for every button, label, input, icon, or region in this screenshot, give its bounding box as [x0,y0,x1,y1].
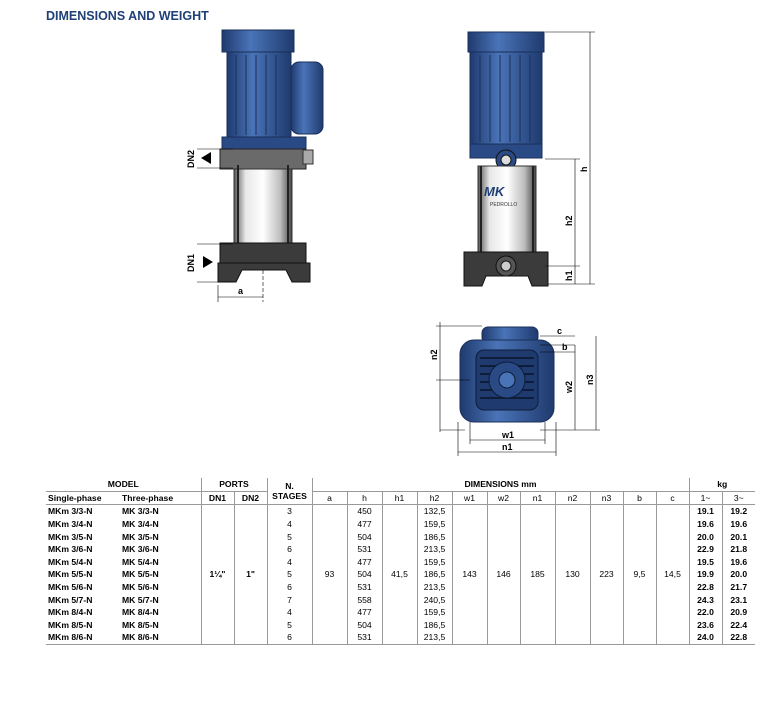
table-row [46,530,755,543]
col-c: c [656,491,689,505]
cell-weight-1ph: 19.1 [689,505,722,518]
cell-n3 [590,518,623,531]
cell-three-phase: MK 8/6-N [120,631,201,644]
cell-w2: 146 [487,568,520,581]
cell-three-phase: MK 8/5-N [122,619,159,630]
dim-dn2-label: DN2 [186,149,196,168]
spec-table [46,478,755,645]
dim-c-label: c [557,326,563,336]
cell-three-phase: MK 5/6-N [122,582,159,593]
cell-b [623,543,656,556]
dim-h-label: h [579,166,589,172]
cell-n3: 223 [590,568,623,581]
cell-b [623,619,656,632]
cell-three-phase: MK 3/4-N [122,519,159,530]
dim-h1-label: h1 [564,270,574,281]
cell-three-phase: MK 5/7-N [122,594,159,605]
dim-dn1-label: DN1 [186,253,196,272]
header-weight: kg [689,478,755,491]
cell-b [623,518,656,531]
cell-h2: 132,5 [417,505,452,518]
cell-weight-3ph: 19.2 [722,505,755,518]
cell-c [656,581,689,594]
cell-n1 [520,581,555,594]
cell-a [312,606,347,619]
cell-weight-3ph: 22.8 [722,631,755,644]
dim-a-label: a [238,286,244,296]
cell-weight-1ph: 24.0 [689,631,722,644]
cell-weight-3ph: 19.6 [722,556,755,569]
cell-stages: 6 [267,581,312,594]
table-row [46,568,755,581]
col-a: a [312,491,347,505]
cell-w2 [487,505,520,518]
cell-n1 [520,505,555,518]
cell-w1 [452,543,487,556]
col-h: h [347,491,382,505]
cell-b [623,581,656,594]
cell-dn2 [234,581,267,594]
cell-c [656,556,689,569]
maker-logo: PEDROLLO [490,202,518,208]
dim-n2-label: n2 [429,349,439,360]
cell-h: 558 [347,593,382,606]
cell-weight-1ph: 19.6 [689,518,722,531]
cell-single-phase: MKm 5/4-N [48,556,93,567]
cell-single-phase: MKm 3/3-N [48,506,93,517]
col-w2: w2 [487,491,520,505]
cell-w1 [452,631,487,644]
cell-c: 14,5 [656,568,689,581]
cell-dn2 [234,606,267,619]
cell-h2: 186,5 [417,619,452,632]
col-b: b [623,491,656,505]
cell-n1 [520,543,555,556]
cell-weight-1ph: 22.0 [689,606,722,619]
cell-h1 [382,631,417,644]
cell-c [656,606,689,619]
cell-stages: 4 [267,518,312,531]
cell-weight-1ph: 22.9 [689,543,722,556]
cell-weight-1ph: 24.3 [689,593,722,606]
cell-w1 [452,606,487,619]
cell-stages: 7 [267,593,312,606]
table-body [46,505,755,645]
col-dn2: DN2 [234,491,267,505]
cell-weight-3ph: 20.0 [722,568,755,581]
cell-w1 [452,518,487,531]
cell-dn1 [201,606,234,619]
cell-n1 [520,593,555,606]
col-weight-1ph: 1~ [689,491,722,505]
cell-w2 [487,631,520,644]
col-n1: n1 [520,491,555,505]
front-view [464,32,595,286]
cell-w1 [452,505,487,518]
header-dimensions: DIMENSIONS mm [312,478,689,491]
cell-w2 [487,606,520,619]
cell-n2 [555,619,590,632]
cell-dn1 [201,593,234,606]
cell-dn2 [234,543,267,556]
cell-stages: 4 [267,606,312,619]
cell-w1 [452,581,487,594]
cell-h1 [382,593,417,606]
cell-dn1: 1¼" [201,568,234,581]
cell-a [312,593,347,606]
cell-w1: 143 [452,568,487,581]
cell-w2 [487,581,520,594]
cell-dn2: 1" [234,568,267,581]
cell-n2 [555,518,590,531]
cell-w2 [487,518,520,531]
dim-w2-label: w2 [564,380,574,393]
cell-stages: 5 [267,568,312,581]
cell-n3 [590,619,623,632]
cell-h2: 240,5 [417,593,452,606]
col-dn1: DN1 [201,491,234,505]
cell-three-phase: MK 3/6-N [122,544,159,555]
table-row [46,606,755,619]
cell-c [656,530,689,543]
cell-h: 531 [347,543,382,556]
cell-b [623,556,656,569]
cell-h: 477 [347,556,382,569]
col-n3: n3 [590,491,623,505]
cell-w1 [452,619,487,632]
top-view [429,322,600,456]
cell-a [312,530,347,543]
cell-n1: 185 [520,568,555,581]
cell-stages: 5 [267,619,312,632]
cell-single-phase: MKm 3/5-N [48,531,93,542]
cell-single-phase: MKm 5/5-N [48,569,93,580]
dim-w1-label: w1 [502,430,515,440]
table-row [46,556,755,569]
cell-w2 [487,619,520,632]
table-row [46,543,755,556]
cell-b [623,593,656,606]
cell-w2 [487,543,520,556]
header-ports: PORTS [201,478,267,491]
cell-stages: 5 [267,530,312,543]
cell-dn2 [234,530,267,543]
dim-n3-label: n3 [585,374,595,385]
cell-h: 504 [347,619,382,632]
cell-weight-3ph: 20.1 [722,530,755,543]
cell-h2: 213,5 [417,581,452,594]
cell-dn1 [201,543,234,556]
cell-w2 [487,593,520,606]
col-weight-3ph: 3~ [722,491,755,505]
cell-n1 [520,518,555,531]
cell-b [623,505,656,518]
cell-h1 [382,518,417,531]
cell-h1 [382,606,417,619]
cell-w1 [452,530,487,543]
cell-dn1 [201,518,234,531]
col-w1: w1 [452,491,487,505]
page-title: DIMENSIONS AND WEIGHT [46,9,209,23]
cell-weight-1ph: 23.6 [689,619,722,632]
cell-a [312,631,347,644]
table-row [46,581,755,594]
cell-single-phase: MKm 3/4-N [48,519,93,530]
cell-dn1 [201,530,234,543]
cell-h: 531 [347,581,382,594]
col-n2: n2 [555,491,590,505]
col-h2: h2 [417,491,452,505]
cell-a [312,505,347,518]
cell-c [656,543,689,556]
table-row [46,619,755,632]
cell-n3 [590,530,623,543]
table-row [46,631,755,644]
cell-n3 [590,581,623,594]
header-model: MODEL [46,478,201,491]
cell-h1 [382,505,417,518]
cell-n2 [555,593,590,606]
cell-c [656,505,689,518]
cell-n1 [520,631,555,644]
cell-stages: 3 [267,505,312,518]
cell-n2 [555,505,590,518]
cell-h1 [382,581,417,594]
dim-n1-label: n1 [502,442,513,452]
cell-w1 [452,593,487,606]
cell-a [312,518,347,531]
cell-weight-3ph: 22.4 [722,619,755,632]
col-single-phase: Single-phase [46,491,120,505]
cell-dn2 [234,619,267,632]
table-row [46,505,755,518]
cell-dn2 [234,631,267,644]
cell-stages: 4 [267,556,312,569]
cell-n2 [555,606,590,619]
cell-n2: 130 [555,568,590,581]
cell-h1 [382,543,417,556]
cell-a [312,581,347,594]
cell-three-phase: MK 5/5-N [122,569,159,580]
cell-weight-1ph: 19.5 [689,556,722,569]
cell-single-phase: MKm 5/7-N [48,594,93,605]
cell-c [656,593,689,606]
cell-weight-3ph: 23.1 [722,593,755,606]
header-stages: N. STAGES [267,478,312,505]
col-h1: h1 [382,491,417,505]
cell-dn2 [234,556,267,569]
side-view [186,30,323,302]
cell-weight-1ph: 20.0 [689,530,722,543]
cell-n2 [555,556,590,569]
dim-b-label: b [562,342,568,352]
cell-n2 [555,631,590,644]
cell-stages: 6 [267,543,312,556]
cell-dn1 [201,505,234,518]
cell-n1 [520,530,555,543]
cell-n3 [590,631,623,644]
cell-w2 [487,530,520,543]
cell-three-phase: MK 3/5-N [122,531,159,542]
cell-h2: 213,5 [417,543,452,556]
cell-h: 477 [347,518,382,531]
cell-n2 [555,581,590,594]
cell-h2: 159,5 [417,606,452,619]
cell-w2 [487,556,520,569]
cell-weight-3ph: 19.6 [722,518,755,531]
cell-n3 [590,606,623,619]
cell-single-phase: MKm 3/6-N [48,544,93,555]
col-three-phase: Three-phase [120,491,201,505]
dim-h2-label: h2 [564,215,574,226]
cell-h1 [382,556,417,569]
cell-single-phase: MKm 8/4-N [48,607,93,618]
cell-n3 [590,593,623,606]
cell-n2 [555,530,590,543]
cell-b [623,631,656,644]
cell-weight-3ph: 21.8 [722,543,755,556]
cell-n3 [590,505,623,518]
cell-b: 9,5 [623,568,656,581]
cell-w1 [452,556,487,569]
cell-dn2 [234,593,267,606]
cell-weight-3ph: 21.7 [722,581,755,594]
cell-c [656,619,689,632]
cell-n3 [590,556,623,569]
cell-a: 93 [312,568,347,581]
cell-h2: 186,5 [417,568,452,581]
cell-dn2 [234,505,267,518]
cell-dn1 [201,631,234,644]
cell-h: 504 [347,530,382,543]
cell-n1 [520,556,555,569]
cell-h2: 186,5 [417,530,452,543]
cell-a [312,543,347,556]
cell-single-phase: MKm 8/6-N [46,631,120,644]
cell-n2 [555,543,590,556]
cell-h1 [382,530,417,543]
cell-h: 477 [347,606,382,619]
cell-n3 [590,543,623,556]
cell-stages: 6 [267,631,312,644]
cell-dn1 [201,581,234,594]
cell-c [656,631,689,644]
cell-three-phase: MK 3/3-N [122,506,159,517]
cell-weight-1ph: 22.8 [689,581,722,594]
cell-h: 504 [347,568,382,581]
cell-n1 [520,619,555,632]
cell-h1 [382,619,417,632]
cell-h2: 213,5 [417,631,452,644]
cell-b [623,606,656,619]
cell-single-phase: MKm 5/6-N [48,582,93,593]
brand-logo: MK [484,184,505,199]
cell-dn1 [201,556,234,569]
cell-weight-1ph: 19.9 [689,568,722,581]
cell-h: 531 [347,631,382,644]
cell-n1 [520,606,555,619]
cell-c [656,518,689,531]
cell-a [312,556,347,569]
cell-single-phase: MKm 8/5-N [48,619,93,630]
cell-three-phase: MK 8/4-N [122,607,159,618]
cell-h: 450 [347,505,382,518]
cell-dn2 [234,518,267,531]
cell-h1: 41,5 [382,568,417,581]
cell-h2: 159,5 [417,556,452,569]
cell-a [312,619,347,632]
cell-three-phase: MK 5/4-N [122,556,159,567]
cell-b [623,530,656,543]
table-row [46,518,755,531]
cell-h2: 159,5 [417,518,452,531]
cell-dn1 [201,619,234,632]
table-row [46,593,755,606]
cell-weight-3ph: 20.9 [722,606,755,619]
